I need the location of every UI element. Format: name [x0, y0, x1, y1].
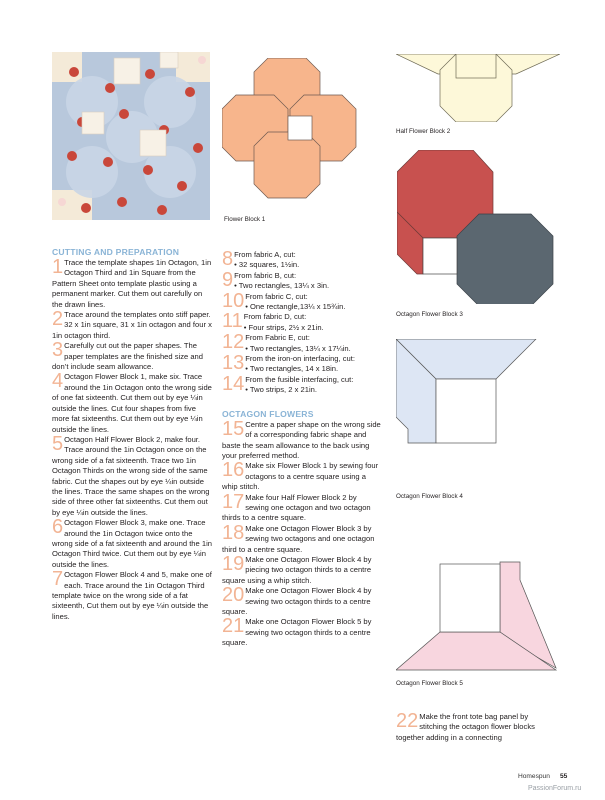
footer-watermark: PassionForum.ru [528, 785, 582, 792]
caption-half-flower-block-2: Half Flower Block 2 [396, 128, 451, 135]
step-10: 10 From fabric C, cut: • One rectangle,13¼ x 15¾in. [222, 289, 346, 312]
step-5: 5 Octagon Half Flower Block 2, make four. Trace around the 1in Octagon once on the wrong side of a fat sixteenth. Trace two 1in Octagon Thirds on the wrong side of the same fabric. Cut the shapes out by eye ¼in outside the lines. Trace the same shapes on the wrong side of three other fat sixteenths. Cut them out by eye ¼in outside the lines. [52, 432, 210, 517]
step-18: 18 Make one Octagon Flower Block 3 by sewing two octagons and one octagon third to a centre square. [222, 521, 375, 554]
step-16: 16 Make six Flower Block 1 by sewing four octagons to a centre square using a whip stitch. [222, 459, 379, 492]
heading-octagon-flowers: OCTAGON FLOWERS [222, 408, 314, 419]
step-21: 21 Make one Octagon Flower Block 5 by sewing two octagon thirds to a centre square. [222, 615, 372, 648]
octagon-flower-block-3-diagram [397, 150, 557, 304]
step-12: 12 From Fabric E, cut: • Two rectangles, 13¼ x 17¼in. [222, 331, 351, 354]
step-9: 9 From fabric B, cut: • Two rectangles, 13¼ x 3in. [222, 268, 330, 291]
step-1: 1 Trace the template shapes 1in Octagon, 1in Octagon Third and 1in Square from the Pattern Sheet onto template plastic using a permanent marker. Cut them out carefully on the drawn lines. [52, 256, 212, 309]
caption-octagon-flower-block-5: Octagon Flower Block 5 [396, 680, 463, 687]
step-13: 13 From the iron-on interfacing, cut: • Two rectangles, 14 x 18in. [222, 352, 355, 375]
step-20: 20 Make one Octagon Flower Block 4 by sewing two octagon thirds to a centre square. [222, 584, 372, 616]
step-11: 11 From fabric D, cut: • Four strips, 2½ x 21in. [222, 310, 324, 333]
footer-page-number: 55 [560, 773, 568, 780]
right-column [396, 712, 556, 743]
quilt-photo [52, 52, 210, 220]
step-6: 6 Octagon Flower Block 3, make one. Trace around the 1in Octagon twice onto the wrong side of a fat sixteenth and around the 1in Octagon Third twice. Cut them out by eye ¼in outside the lines. [52, 516, 212, 569]
half-flower-block-2-diagram [396, 54, 560, 122]
step-22: 22 Make the front tote bag panel by stitching the octagon flower blocks together adding in a connecting [396, 710, 535, 742]
step-7: 7 Octagon Flower Block 4 and 5, make one of each. Trace around the 1in Octagon Third template twice on the wrong side of a fat sixteenth, Cut them out by eye ¼in outside the lines. [52, 568, 212, 621]
middle-column [222, 250, 382, 649]
caption-octagon-flower-block-4: Octagon Flower Block 4 [396, 493, 463, 500]
footer-magazine: Homespun [518, 773, 550, 780]
caption-octagon-flower-block-3: Octagon Flower Block 3 [396, 311, 463, 318]
step-17: 17 Make four Half Flower Block 2 by sewing one octagon and two octagon thirds to a centre square. [222, 490, 371, 523]
heading-cutting-preparation: CUTTING AND PREPARATION [52, 247, 180, 257]
step-3: 3 Carefully cut out the paper shapes. The paper templates are the finished size and don’t include seam allowance. [52, 339, 204, 372]
step-8: 8 From fabric A, cut: • 32 squares, 1½in. [222, 248, 300, 270]
octagon-flower-block-4-diagram [396, 339, 540, 463]
step-19: 19 Make one Octagon Flower Block 4 by piecing two octagon thirds to a centre square using a whip stitch. [222, 552, 372, 585]
octagon-flower-block-5-diagram [396, 536, 558, 672]
left-column [52, 246, 212, 622]
flower-block-1-diagram [222, 58, 370, 206]
step-14: 14 From the fusible interfacing, cut: • Two strips, 2 x 21in. [222, 372, 354, 395]
step-15: 15 Centre a paper shape on the wrong side of a corresponding fabric shape and baste the seam allowance to the back using your preferred method. [222, 417, 381, 460]
step-4: 4 Octagon Flower Block 1, make six. Trace around the 1in Octagon onto the wrong side of one fat sixteenth. Cut them out by eye ¼in outside the lines. Cut four shapes from five more fat sixteenths. Cut them out by eye ¼in outside the lines. [52, 370, 212, 434]
caption-flower-block-1: Flower Block 1 [224, 216, 266, 223]
step-2: 2 Trace around the templates onto stiff paper. 32 x 1in square, 31 x 1in octagon and four x 1in octagon third. [52, 308, 212, 340]
